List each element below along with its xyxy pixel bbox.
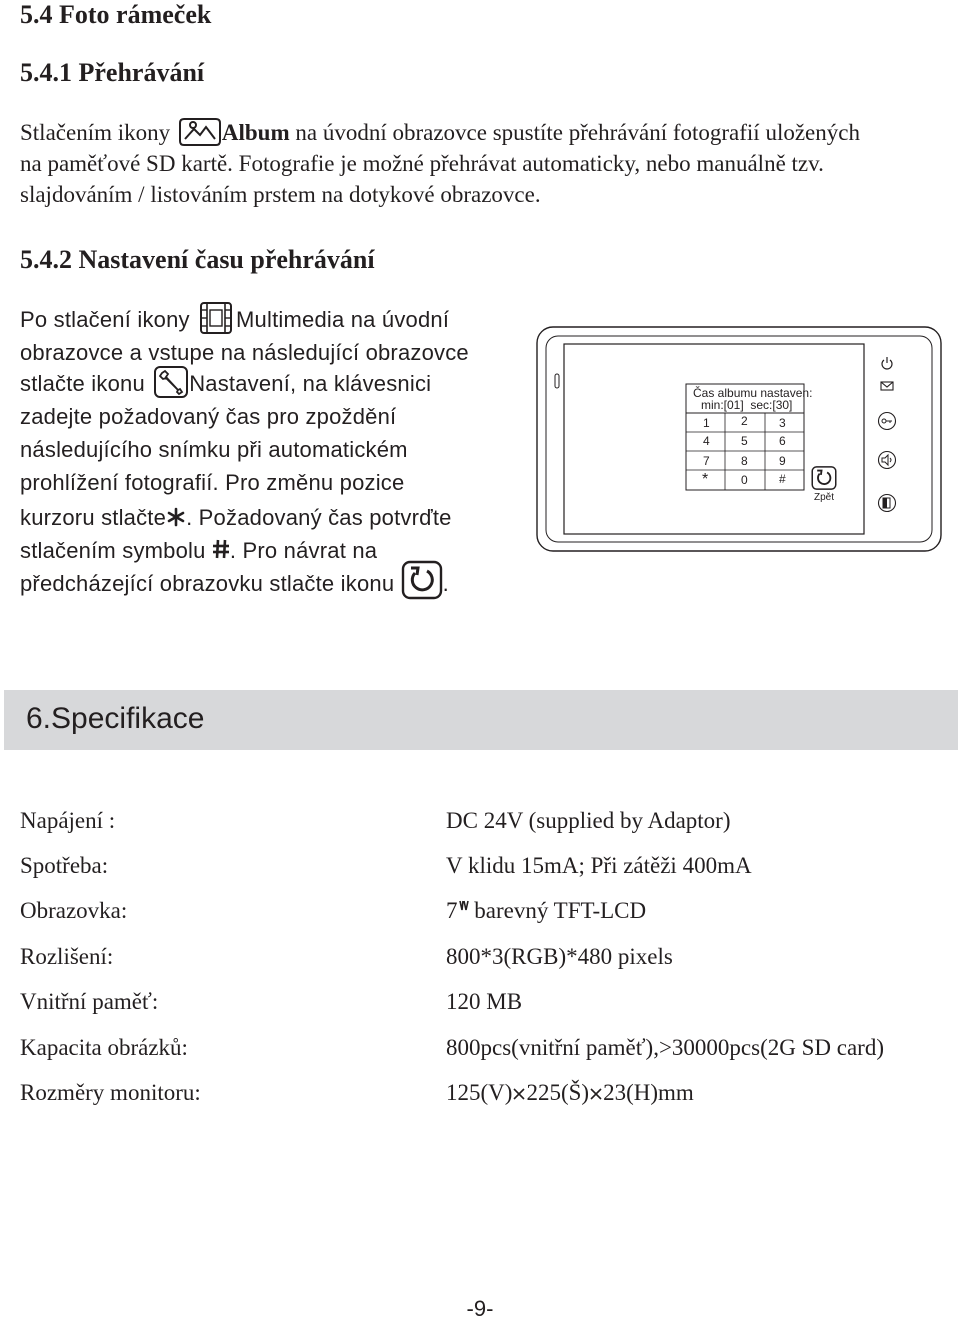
key-icon[interactable] [877,411,897,431]
subsection-heading-playback: 5.4.1 Přehrávání [20,58,205,87]
paragraph-line [20,120,860,147]
text-span: stlačením symbolu [20,538,206,563]
dimension-depth: 23(H)mm [603,1080,694,1105]
key-5[interactable]: 5 [741,434,748,448]
key-9[interactable]: 9 [779,454,786,468]
spec-row [0,1080,960,1110]
key-6[interactable]: 6 [779,434,786,448]
speaker-icon[interactable] [877,450,897,470]
spec-label: Rozlišení: [20,944,114,969]
back-label: Zpět [814,492,835,503]
paragraph-line: prohlížení fotografií. Pro změnu pozice [20,470,405,495]
paragraph-line [20,570,449,600]
text-span: . Požadovaný čas potvrďte [186,505,452,530]
key-asterisk[interactable]: * [702,471,709,488]
hash-icon [212,539,230,559]
key-1[interactable]: 1 [703,416,710,430]
spec-row [0,944,960,974]
spec-header-bar [4,690,958,750]
section-heading: 5.4 Foto rámeček [20,0,212,29]
text-span: kurzoru stlačte [20,505,167,530]
paragraph-line [20,371,431,399]
door-icon[interactable] [877,493,897,513]
paragraph-line [20,306,449,336]
text-span: Stlačením ikony [20,120,171,145]
paragraph-line: na paměťové SD kartě. Fotografie je možné přehrávat automaticky, nebo manuálně tzv. [20,151,824,176]
screen-size: 7 [446,898,458,923]
text-span: stlačte ikonu [20,371,145,396]
mail-icon[interactable] [880,380,894,392]
spec-label: Spotřeba: [20,853,109,878]
paragraph-line: zadejte požadovaný čas pro zpoždění [20,404,397,429]
paragraph-line [20,505,452,531]
key-2[interactable]: 2 [741,414,748,428]
times-icon [513,1088,525,1100]
back-icon [401,560,443,600]
paragraph-line: následujícího snímku při automatickém [20,437,408,462]
asterisk-icon [166,507,186,527]
times-icon [590,1088,602,1100]
key-4[interactable]: 4 [703,434,710,448]
key-3[interactable]: 3 [779,416,786,430]
key-7[interactable]: 7 [703,454,710,468]
paragraph-line: slajdováním / listováním prstem na dotykové obrazovce. [20,182,541,207]
back-button-icon[interactable] [811,465,837,491]
text-span: předcházející obrazovku stlačte ikonu [20,570,395,596]
spec-row [0,853,960,883]
power-icon[interactable] [880,356,894,370]
dialog-time: min:[01] sec:[30] [701,398,793,412]
paragraph-line: obrazovce a vstupe na následující obrazovce [20,340,469,365]
dimension-width: 225(Š) [526,1080,590,1105]
key-hash[interactable]: # [779,472,786,486]
dialog-title: Čas albumu nastaven: [693,386,813,400]
spec-value [446,1080,694,1106]
spec-label: Vnitřní paměť: [20,989,159,1014]
album-label: Album [221,120,290,145]
spec-value: 120 MB [446,989,523,1014]
text-span: Po stlačení ikony [20,306,190,332]
spec-label: Napájení : [20,808,116,833]
screen-type: barevný TFT-LCD [468,898,647,923]
spec-label: Kapacita obrázků: [20,1035,188,1060]
key-8[interactable]: 8 [741,454,748,468]
key-0[interactable]: 0 [741,473,748,487]
spec-value: V klidu 15mA; Při zátěži 400mA [446,853,752,878]
spec-value: 800pcs(vnitřní paměť),>30000pcs(2G SD card) [446,1035,884,1060]
multimedia-icon [198,300,234,336]
spec-label: Rozměry monitoru: [20,1080,201,1105]
spec-row [0,898,960,928]
spec-title: 6.Specifikace [26,702,205,735]
spec-row [0,1035,960,1065]
settings-icon [153,365,189,399]
spec-row [0,808,960,838]
spec-value: DC 24V (supplied by Adaptor) [446,808,731,833]
subsection-heading-timing: 5.4.2 Nastavení času přehrávání [20,245,375,274]
monitor-illustration [536,326,942,552]
spec-value: 800*3(RGB)*480 pixels [446,944,673,969]
album-icon [178,115,222,147]
spec-value [446,898,646,924]
dimension-height: 125(V) [446,1080,513,1105]
spec-label: Obrazovka: [20,898,128,923]
text-span: . Pro návrat na [229,538,378,563]
text-span: . [442,570,449,596]
text-span: Nastavení, na klávesnici [189,371,432,396]
text-span: na úvodní obrazovce spustíte přehrávání fotografií uložených [289,120,860,145]
inch-mark-icon [459,900,469,912]
paragraph-line [20,538,377,564]
spec-row [0,989,960,1019]
text-span: Multimedia na úvodní [236,306,450,332]
page-number: -9- [466,1296,494,1321]
